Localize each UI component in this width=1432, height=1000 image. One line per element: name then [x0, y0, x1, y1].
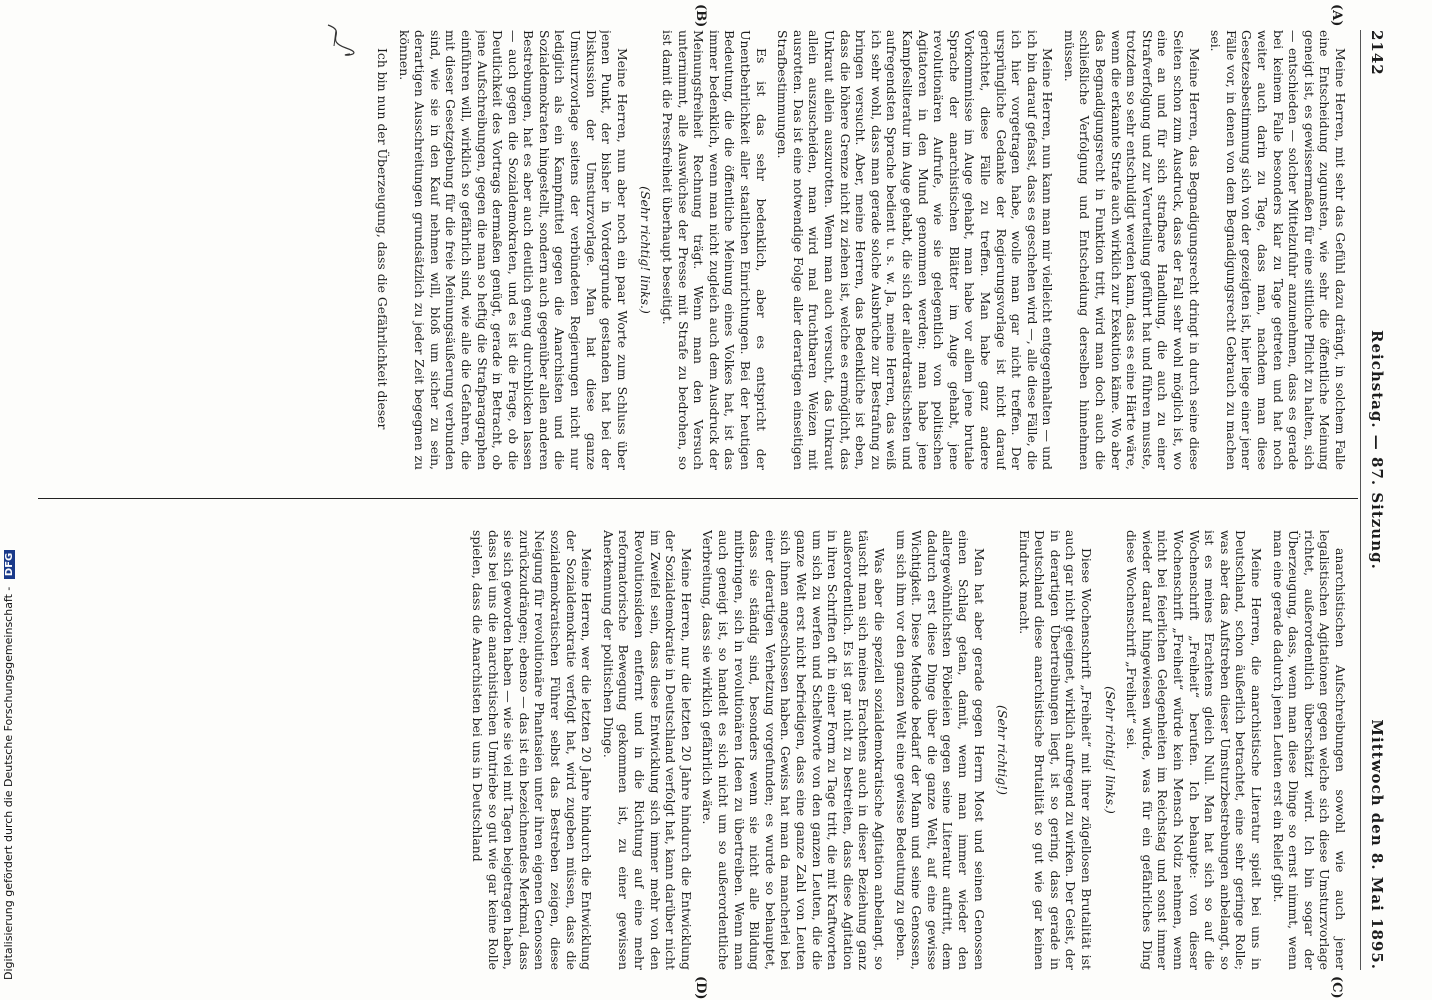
- column-divider: [38, 498, 1358, 499]
- applause-note: (Sehr richtig! links.): [638, 186, 654, 314]
- margin-marker-b: (B): [693, 4, 708, 28]
- applause-note: (Sehr richtig!): [995, 705, 1011, 795]
- margin-marker-c: (C): [1329, 976, 1344, 999]
- rotated-page-content: [8, 0, 1408, 1000]
- paragraph: Meine Herren, das Begnadigungsrecht dringt in durch seine diese Seiten schon zum Ausdruck, dass der Fall sehr wohl möglich ist, wo eine an und für sich strafbare Handlung, die auch zu einer Strafverfolgung und zur Verurteilung geführt hat und führen musste, trotzdem so sehr entschuldigt werden kann, dass es eine Härte wäre, wenn die erkannte Strafe auch wirklich zur Exekution käme. Wo aber das Begnadigungsrecht in Funktion tritt, wird man doch auch die schließliche Verfolgung und Entscheidung derselben hinnehmen müssen.: [1061, 30, 1202, 470]
- paragraph: Meine Herren, die anarchistische Literatur spielt bei uns in Deutschland, schon äußerlich betrachtet, eine sehr geringe Rolle; was aber das Aufstreben dieser Umsturzbestrebungen anbelangt, so ist es meines Erachtens gleich Null. Man hat sich so auf die Wochenschrift „Freiheit“ berufen. Ich behaupte: von dieser Wochenschrift „Freiheit“ würde kein Mensch Notiz nehmen, wenn nicht bei feierlichen Gelegenheiten im Reichstag und sonst immer wieder darauf hingewiesen würde, was für ein gefährliches Ding diese Wochenschrift „Freiheit“ sei.: [1124, 530, 1265, 970]
- session-date: Mittwoch den 8. Mai 1895.: [1368, 719, 1386, 970]
- paragraph: Meine Herren, wer die letzten 20 Jahre hindurch die Entwicklung der Sozialdemokratie verfolgt hat, wird zugeben müssen, dass die sozialdemokratischen Führer selbst das Bestreben zeigen, diese Neigung für revolutionäre Phantasien unter ihren eigenen Genossen zurückzudrängen; ebenso — das ist ein bezeichnendes Merkmal, dass sie sich geworden haben — wie sie viel mit Tagen beigetragen haben, dass bei uns die anarchistischen Umtriebe so gut wie gar keine Rolle spielen, dass die Anarchisten bei uns in Deutschland: [470, 530, 595, 970]
- handwritten-mark: [318, 20, 358, 60]
- paragraph: Diese Wochenschrift „Freiheit“ mit ihrer zügellosen Brutalität ist auch gar nicht geeignet, wirklich aufregend zu wirken. Der Geist, der in derartigen Übertreibungen liegt, ist so gering, dass gerade in Deutschland diese anarchistische Brutalität so gut wie gar keinen Eindruck macht.: [1016, 530, 1095, 970]
- paragraph: Es ist das sehr bedenklich, aber es entspricht der Unentbehrlichkeit aller staatlichen Einrichtungen. Bei der heutigen Bedeutung, die die öffentliche Meinung eines Volkes hat, ist das immer bedenklich, wenn man nicht zugleich auch dem Ausdruck der Meinungsfreiheit Rechnung trägt. Wenn man den Versuch unternimmt, alle Auswüchse der Presse mit Strafe zu bedrohen, so ist damit die Pressfreiheit überhaupt beseitigt.: [660, 30, 769, 470]
- right-column: [38, 530, 1348, 970]
- header-rule: [1360, 30, 1361, 970]
- applause-note: (Sehr richtig! links.): [1102, 686, 1118, 814]
- digitization-credit: [2, 552, 22, 980]
- paragraph: Man hat aber gerade gegen Herrn Most und seinen Genossen einen Schlag getan, damit, wenn man immer wieder den allergewöhnlichsten Pöbeleien gegen seine Literatur auftritt, dem dadurch erst diese Dinge über die ganze Welt, auf eine gewisse Wichtigkeit. Diese Methode bedarf der Mann und seine Genossen, um sich ihm vor den ganzen Welt eine gewisse Bedeutung zu geben.: [893, 530, 987, 970]
- paragraph: Meine Herren, nun kann man mir vielleicht entgegenhalten — und ich bin darauf gefasst, dass es geschehen wird —, alle diese Fälle, die ich hier vorgetragen habe, wolle man gar nicht treffen. Der ursprüngliche Gedanke der Regierungsvorlage ist nicht darauf gerichtet, diese Fälle zu treffen. Man habe ganz andere Vorkommnisse im Auge gehabt, man habe vor allem jene brutale Sprache der anarchistischen Blätter im Auge gehabt, jene revolutionären Aufrufe, wie sie gelegentlich von politischen Agitatoren in den Mund genommen werden; man habe jene Kampfesliteratur im Auge gehabt, die sich der allerdrastischsten und aufregendsten Sprache bedient u. s. w. Ja, meine Herren, das weiß ich sehr wohl, dass man gerade solche Ausbrüche zur Bestrafung zu bringen versucht. Aber, meine Herren, das Bedenkliche ist eben, dass die höhere Grenze nicht zu ziehen ist, welche es ermöglicht, das Unkraut allein auszurotten. Wenn man auch versucht, das Unkraut allein auszuscheiden, man wird mal fruchtbaren Weizen mit ausrotten. Das ist eine notwendige Folge aller derartigen einseitigen Strafbestimmungen.: [775, 30, 1056, 470]
- margin-marker-a: (A): [1329, 4, 1344, 27]
- paragraph: anarchistischen Aufschreibungen sowohl wie auch jener legalistischen Agitationen gegen welche sich diese Umsturzvorlage richtet, außerordentlich überschätzt wird. Ich bin sogar der Überzeugung, dass, wenn man diese Dinge so ernst nimmt, wenn man eine gerade dadurch jenen Leuten erst ein Relief gibt.: [1270, 530, 1348, 970]
- left-column: [38, 30, 1348, 470]
- paragraph: Was aber die speziell sozialdemokratische Agitation anbelangt, so täuscht man sich meines Erachtens auch in dieser Beziehung ganz außerordentlich. Es ist gar nicht zu bestreiten, dass diese Agitation in ihren Schriften oft in einer Form zu Tage tritt, die mit Kraftworten um sich zu werfen und Scheltworte von den ganzen Leuten, die die ganze Welt erst nicht befriedigen, dass eine ganze Zahl von Leuten sich ihnen angeschlossen haben. Gewiss hat man da mancherlei bei einer derartigen Verhetzung vorgefunden; es wurde so behauptet, dass sie ständig sind, besonders wenn sie nicht alle Bildung mitbringen, sich in revolutionären Ideen zu übertreiben. Wenn man auch geneigt ist, so handelt es sich nicht um so außerordentliche Verbreitung, dass sie wirklich gefährlich wäre.: [700, 530, 887, 970]
- page-number: 2142: [1368, 30, 1386, 76]
- margin-marker-d: (D): [693, 976, 708, 1000]
- paragraph: Meine Herren, nun aber noch ein paar Worte zum Schluss über jenen Punkt, der bisher in Vordergrunde gestanden hat bei der Diskussion der Umsturzvorlage. Man hat diese ganze Umsturzvorlage seitens der verbündeten Regierungen nicht nur lediglich als ein Kampfmittel gegen die Anarchisten und die Sozialdemokraten hingestellt, sondern auch gegenüber allen anderen Bestrebungen, hat es aber auch deutlich genug durchblicken lassen — auch gegen die Sozialdemokraten, und es ist die Frage, ob die Deutlichkeit des Vortrags dermaßen genügt, gerade in Betracht, ob jene Aufschreibungen, gegen die man so heftig die Strafparagraphen einführen will, wirklich so gefährlich sind, wie alle die Gefahren, die mit dieser Gesetzgebung für die freie Meinungsäußerung verbunden sind, wie sie in den Kauf nehmen will, bloß um sicher zu sein, derartigen Ausschreitungen grundsätzlich zu jeder Zeit begegnen zu können.: [396, 30, 630, 470]
- credit-text: Digitalisierung gefördert durch die Deutsche Forschungsgemeinschaft -: [2, 586, 15, 980]
- paragraph: Ich bin nun der Überzeugung, dass die Gefährlichkeit dieser: [374, 48, 390, 430]
- paragraph: Meine Herren, mit sehr das Gefühl dazu drängt, in solchem Falle eine Entscheidung zugunsten, wie sehr die öffentliche Meinung geneigt ist, es gewissermaßen für eine sittliche Pflicht zu halten, sich — entschieden — solcher Mittelzufuhr anzunehmen, dass es gerade bei keinem Falle besonders klar zu Tage getreten und hat noch weiter auch darin zu Tage, dass man, nachdem man diese Gesetzesbestimmung sich von der gezeigten ist, hier liege einer jener Fälle vor, in denen von dem Begnadigungsrecht Gebrauch zu machen sei.: [1208, 30, 1348, 470]
- dfg-logo: DFG: [4, 550, 15, 579]
- session-title: Reichstag. — 87. Sitzung.: [1368, 330, 1386, 570]
- paragraph: Meine Herren, nur die letzten 20 Jahre hindurch die Entwicklung der Sozialdemokratie in Deutschland verfolgt hat, kann darüber nicht im Zweifel sein, dass diese Entwicklung sich immer mehr von den Revolutionsideen entfernt und in die Richtung auf eine mehr reformatorische Bewegung gekommen ist, zu einer gewissen Anerkennung der politischen Dinge.: [600, 530, 694, 970]
- page-header: [1362, 30, 1390, 970]
